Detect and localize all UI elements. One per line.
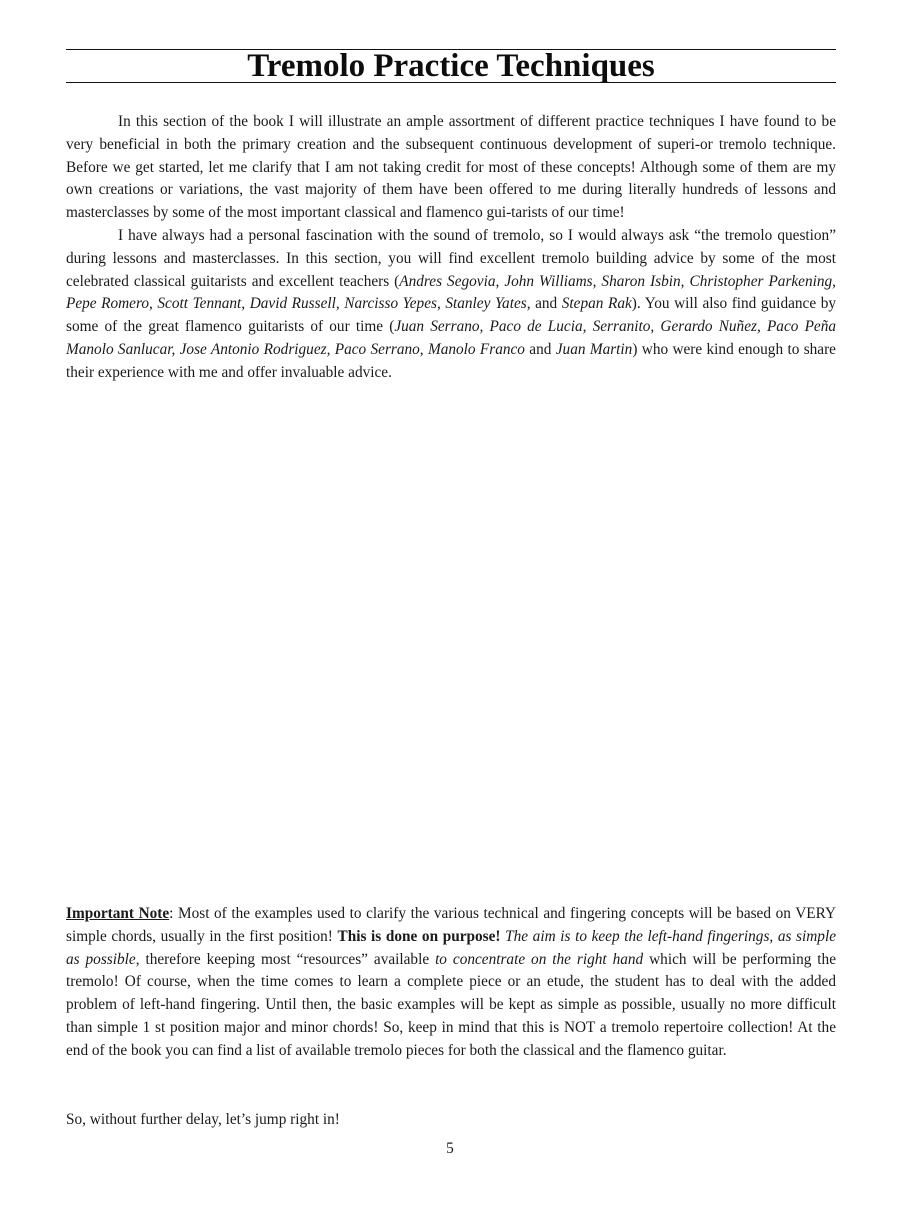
p2-text-2: and bbox=[530, 295, 562, 313]
classical-guitarists: Andres Segovia, John Williams, Sharon Isbin, Christopher Parkening, Pepe Romero, Scott Tennant, David Russell, Narcisso Yepes, Stanley Yates, bbox=[66, 272, 836, 313]
title-bottom-rule bbox=[66, 82, 836, 83]
flamenco-guitarists: Juan Serrano, Paco de Lucia, Serranito, Gerardo Nuñez, Paco Peña Manolo Sanlucar, Jose Antonio Rodriguez, Paco Serrano, Manolo Franco bbox=[66, 318, 836, 358]
classical-guitarist-last: Stepan Rak bbox=[561, 295, 632, 313]
p2-text-4: and bbox=[524, 340, 556, 358]
flamenco-guitarist-last: Juan Martin bbox=[555, 340, 633, 358]
intro-paragraph-1: In this section of the book I will illustrate an ample assortment of different practice techniques I have found to be very beneficial in both the primary creation and the subsequent continuous development of superi-or tremolo technique. Before we get started, let me clarify that I am not taking credit for most of these concepts! Although some of them are my own creations or variations, the vast majority of them have been offered to me during literally hundreds of lessons and masterclasses by some of the most important classical and flamenco gui-tarists of our time! bbox=[66, 113, 836, 222]
note-italic-1: The aim is to keep the left-hand fingerings, as simple as possible bbox=[66, 927, 836, 968]
note-bold-emphasis: This is done on purpose! bbox=[337, 927, 501, 945]
p2-text-5: ) who were kind enough to share their experience with me and offer invaluable advice. bbox=[66, 340, 836, 381]
p2-text-1: I have always had a personal fascination with the sound of tremolo, so I would always ask “the tremolo question” during lessons and masterclasses. In this section, you will find excellent tremolo building advice by some of the most celebrated classical guitarists and excellent teachers ( bbox=[66, 226, 836, 290]
page-number: 5 bbox=[446, 1140, 454, 1157]
note-italic-2: to concentrate on the right hand bbox=[435, 950, 644, 968]
p2-text-3: ). You will also find guidance by some of the great flamenco guitarists of our time ( bbox=[66, 295, 836, 336]
page-title: Tremolo Practice Techniques bbox=[247, 48, 655, 84]
note-text-1: : Most of the examples used to clarify the various technical and fingering concepts will be based on VERY simple chords, usually in the first position! bbox=[66, 905, 836, 945]
note-text-3: , therefore keeping most “resources” available bbox=[135, 950, 436, 968]
intro-section bbox=[66, 111, 836, 385]
important-note-paragraph bbox=[66, 903, 836, 1063]
important-note-section bbox=[66, 903, 836, 1063]
intro-paragraph-2 bbox=[66, 225, 836, 385]
note-text-4: which will be performing the tremolo! Of course, when the time comes to learn a complete piece or an etude, the student has to deal with the added problem of left-hand fingering. Until then, the basic examples will be kept as simple as possible, usually no more difficult than simple 1 st position major and minor chords! So, keep in mind that this is NOT a tremolo repertoire collection! At the end of the book you can find a list of available tremolo pieces for both the classical and the flamenco guitar. bbox=[66, 950, 836, 1059]
important-note-heading: Important Note bbox=[66, 905, 170, 922]
closing-line: So, without further delay, let’s jump right in! bbox=[66, 1111, 340, 1128]
